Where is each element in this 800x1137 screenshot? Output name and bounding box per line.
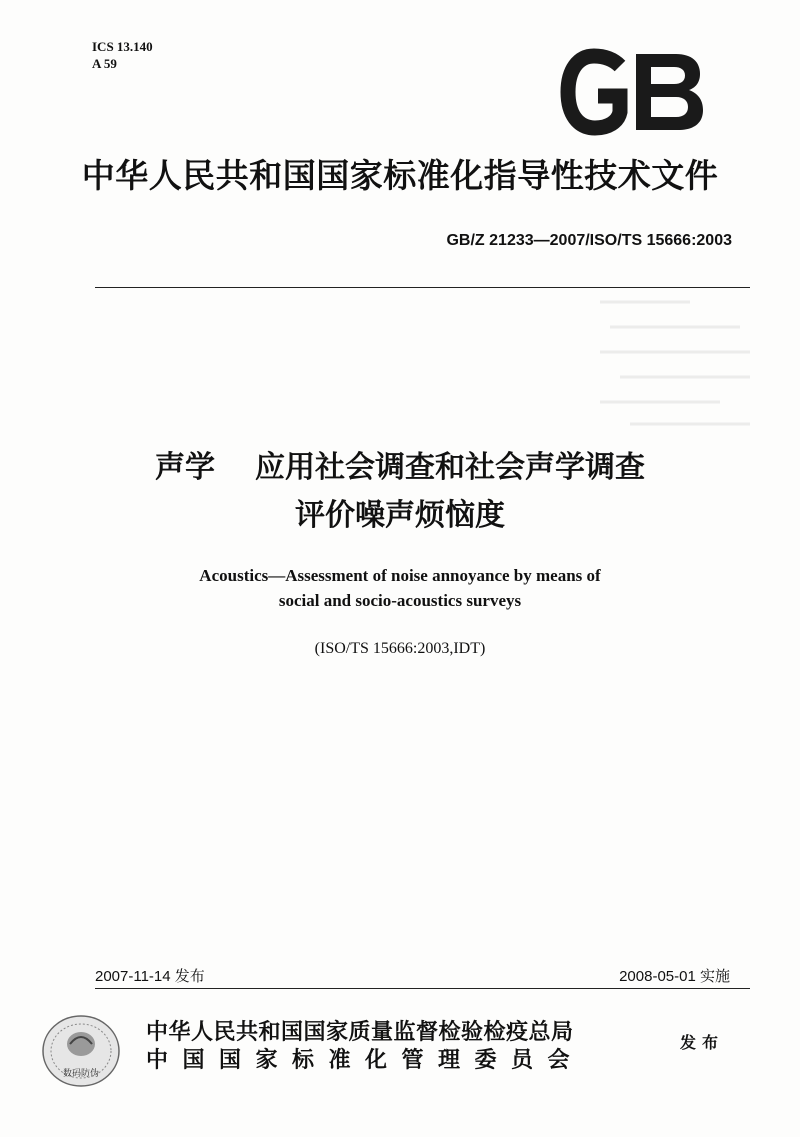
ccs-code: A 59 (92, 56, 117, 71)
issuer-aqsiq: 中华人民共和国国家质量监督检验检疫总局 (146, 1020, 574, 1045)
title-cn-line2: 评价噪声烦恼度 (295, 498, 505, 533)
implementation-date: 2008-05-01 实施 (619, 968, 730, 985)
title-cn-line1 (0, 442, 800, 486)
show-through-text (600, 292, 750, 432)
document-type-heading: 中华人民共和国国家标准化指导性技术文件 (81, 156, 719, 195)
issuer-sac: 中国国家标准化管理委员会 (146, 1048, 585, 1073)
gb-logo-icon (558, 44, 708, 140)
header-divider (95, 287, 750, 288)
issue-date: 2007-11-14 发布 (95, 968, 205, 985)
equivalence-note: (ISO/TS 15666:2003,IDT) (314, 640, 486, 657)
standard-number: GB/Z 21233—2007/ISO/TS 15666:2003 (446, 232, 732, 249)
anti-counterfeit-seal-icon (40, 1012, 122, 1090)
title-en-line1: Acoustics—Assessment of noise annoyance by means of (199, 566, 601, 585)
title-cn-field: 声学 (155, 450, 215, 485)
footer-divider (95, 988, 750, 989)
title-cn-subject: 应用社会调查和社会声学调查 (255, 450, 645, 485)
seal-text: 数码防伪 (62, 1069, 100, 1079)
ics-code: ICS 13.140 (92, 39, 153, 54)
title-en-line2: social and socio-acoustics surveys (278, 591, 522, 610)
classification-codes (92, 38, 153, 72)
publish-label: 发布 (680, 1033, 725, 1052)
